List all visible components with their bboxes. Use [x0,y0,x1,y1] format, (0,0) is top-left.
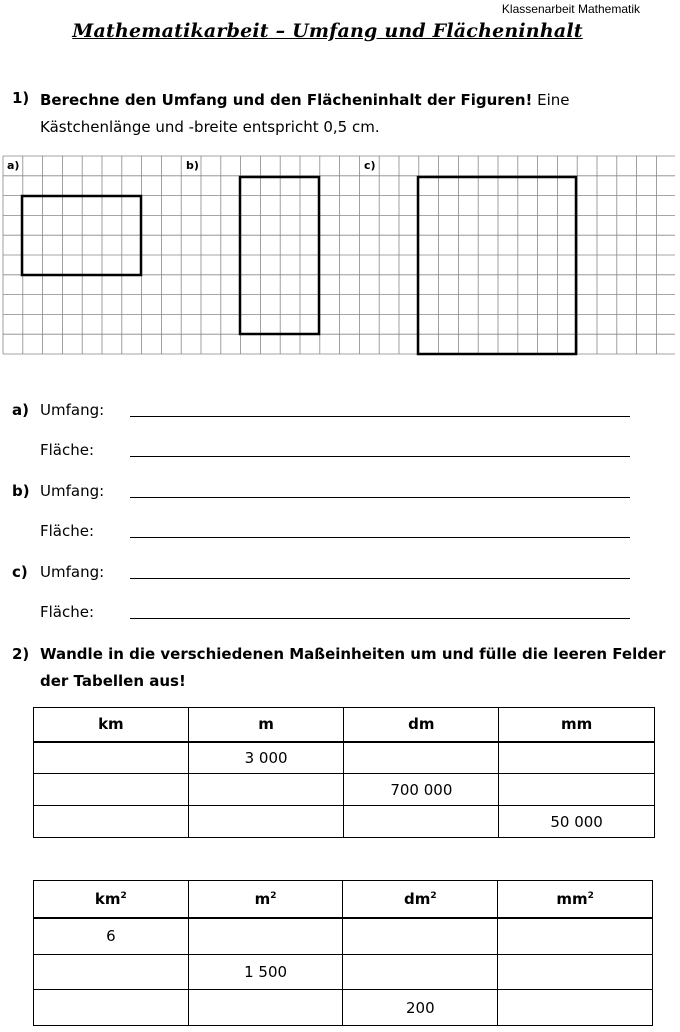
table1-header-m: m [188,708,344,742]
table2-header-mm2-exp: 2 [587,890,594,901]
table1-cell[interactable] [34,774,189,806]
table2-cell[interactable] [498,918,653,955]
table1-cell: 50 000 [499,806,655,838]
page-title: Mathematikarbeit – Umfang und Flächeninhalt [72,20,583,42]
grid-label-c: c) [364,159,376,172]
table1-cell[interactable] [499,774,655,806]
task1-number: 1) [12,89,30,107]
task2-line1: Wandle in die verschiedenen Maßeinheiten um und fülle die leeren Felder [40,645,666,663]
table-row [34,774,655,806]
answer-a-umfang-label: Umfang: [40,401,105,419]
table2-header-m2-exp: 2 [270,890,277,901]
answer-c-letter: c) [12,563,28,581]
task2-text [40,641,670,695]
table2-header-m2-unit: m [254,889,271,908]
conversion-table-length [33,707,655,838]
table1-header-mm: mm [499,708,655,742]
figure-b-rectangle [240,177,319,334]
grid-lines [3,156,675,354]
task1-text [40,87,660,141]
table2-cell[interactable] [188,918,343,955]
table2-header-km2 [34,881,189,918]
conversion-table-area [33,880,653,1026]
answer-c-umfang-label: Umfang: [40,563,105,581]
answer-c-umfang-line[interactable] [130,578,630,579]
table-row [34,806,655,838]
table2-header-mm2-unit: mm [556,889,588,908]
table1-header-dm: dm [344,708,499,742]
figure-grid [0,150,680,360]
table2-header-km2-exp: 2 [120,890,127,901]
table2-cell: 1 500 [188,955,343,990]
table2-cell: 200 [343,990,498,1026]
table2-header-dm2-unit: dm [404,889,431,908]
answer-c-flaeche-label: Fläche: [40,603,95,621]
table2-cell[interactable] [343,918,498,955]
table1-cell[interactable] [34,806,189,838]
table1-cell: 700 000 [344,774,499,806]
table-row [34,990,653,1026]
answer-a-flaeche-label: Fläche: [40,441,95,459]
answer-b-flaeche-line[interactable] [130,537,630,538]
table1-header-km: km [34,708,189,742]
table2-header-km2-unit: km [94,889,121,908]
table2-cell[interactable] [188,990,343,1026]
answer-a-letter: a) [12,401,29,419]
table1-cell[interactable] [344,742,499,774]
grid-label-b: b) [186,159,199,172]
table-row [34,742,655,774]
table2-cell[interactable] [343,955,498,990]
answer-a-umfang-line[interactable] [130,416,630,417]
header-label: Klassenarbeit Mathematik [501,2,640,16]
task1-text-bold: Berechne den Umfang und den Flächeninhalt der Figuren! [40,91,533,109]
table2-cell: 6 [34,918,189,955]
table2-cell[interactable] [498,955,653,990]
table1-cell[interactable] [344,806,499,838]
table2-header-m2 [188,881,343,918]
table2-header-dm2-exp: 2 [430,890,437,901]
task1-text-line2: Kästchenlänge und -breite entspricht 0,5 cm. [40,118,380,136]
table2-cell[interactable] [498,990,653,1026]
table1-cell: 3 000 [188,742,344,774]
task2-line2: der Tabellen aus! [40,672,186,690]
task1-text-rest: Eine [532,91,570,109]
table1-cell[interactable] [188,806,344,838]
answer-a-flaeche-line[interactable] [130,456,630,457]
table2-header-dm2 [343,881,498,918]
task2-number: 2) [12,645,30,663]
figure-c-rectangle [418,177,576,354]
answer-b-letter: b) [12,482,30,500]
table-row [34,955,653,990]
answer-b-flaeche-label: Fläche: [40,522,95,540]
table2-header-mm2 [498,881,653,918]
table2-cell[interactable] [34,990,189,1026]
table-row [34,918,653,955]
table1-cell[interactable] [188,774,344,806]
table1-cell[interactable] [499,742,655,774]
table1-cell[interactable] [34,742,189,774]
answer-c-flaeche-line[interactable] [130,618,630,619]
grid-label-a: a) [7,159,20,172]
answer-b-umfang-label: Umfang: [40,482,105,500]
answer-b-umfang-line[interactable] [130,497,630,498]
table2-cell[interactable] [34,955,189,990]
